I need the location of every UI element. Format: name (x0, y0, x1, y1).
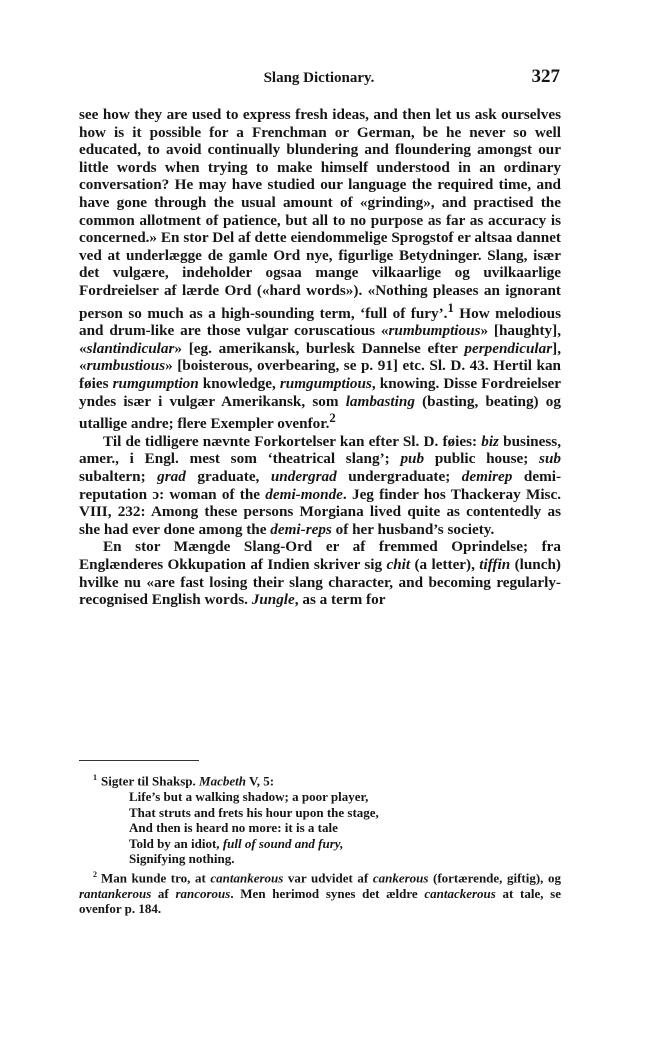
footnote-marker-1: 1 (93, 773, 97, 782)
footnote-ref-1: 1 (447, 300, 454, 315)
footnote-2: $^2$ Man kunde tro, at cantankerous var udvidet af cankerous (fortærende, giftig), og rantankerous af rancorous. Men herimod synes det ældre cantackerous at tale, se ovenfor p. 184. (79, 869, 561, 917)
paragraph-2: Til de tidligere nævnte Forkortelser kan efter Sl. D. føies: biz business, amer., i Engl. mest som ‘theatrical slang’; pub public house; sub subaltern; grad graduate, undergrad undergraduate; demirep demi-reputation ɔ: woman of the demi-monde. Jeg finder hos Thackeray Misc. VIII, 232: Among these persons Morgiana lived quite as contentedly as she had ever done among the demi-reps of her husband’s society. (79, 432, 562, 538)
verse-line: Told by an idiot, full of sound and fury, (129, 835, 344, 851)
footnotes (79, 770, 561, 917)
verse-quote (79, 789, 561, 867)
verse-line: Life’s but a walking shadow; a poor player, (129, 788, 369, 804)
page-number: 327 (531, 66, 560, 87)
paragraph-1: see how they are used to express fresh ideas, and then let us ask ourselves how is it possible for a Frenchman or German, be he never so well educated, to avoid continually blundering and floundering amongst our little words when trying to make himself understood in an ordinary conversation? He may have studied our language the required time, and have gone through the usual amount of «grinding», and practised the common allotment of patience, but all to no purpose as far as accuracy is concerned.» En stor Del af dette eiendommelige Sprogstof er altsaa dannet ved at underlægge de gamle Ord nye, figurlige Betydninger. Slang, især det vulgære, indeholder ogsaa mange vilkaarlige og uvilkaarlige Fordreielser af lærde Ord («hard words»). «Nothing pleases an ignorant person so much as a high-sounding term, ‘full of fury’.$^1$ How melodious and drum-like are those vulgar coruscatious «rumbumptious» [haughty], «slantindicular» [eg. amerikansk, burlesk Dannelse efter perpendicular], «rumbustious» [boisterous, overbearing, se p. 91] etc. Sl. D. 43. Hertil kan føies rumgumption knowledge, rumgumptious, knowing. Disse Fordreielser yndes især i vulgær Amerikansk, som lambasting (basting, beating) og utallige andre; flere Exempler ovenfor.$^2$ (79, 106, 561, 433)
verse-line: Signifying nothing. (129, 851, 235, 867)
main-text (79, 106, 561, 609)
verse-line: That struts and frets his hour upon the stage, (129, 804, 379, 820)
footnote-1: $^1$ Sigter til Shaksp. Macbeth V, 5: (93, 773, 275, 789)
footnote-divider (79, 760, 199, 761)
page-header (78, 66, 560, 90)
footnote-ref-2: 2 (329, 411, 336, 426)
paragraph-3: En stor Mængde Slang-Ord er af fremmed Oprindelse; fra Englænderes Okkupation af Indien skriver sig chit (a letter), tiffin (lunch) hvilke nu «are fast losing their slang character, and becoming regularly-recognised English words. Jungle, as a term for (79, 538, 561, 609)
footnote-marker-2: 2 (93, 869, 97, 879)
verse-line: And then is heard no more: it is a tale (129, 820, 338, 836)
running-title: Slang Dictionary. (263, 70, 375, 86)
